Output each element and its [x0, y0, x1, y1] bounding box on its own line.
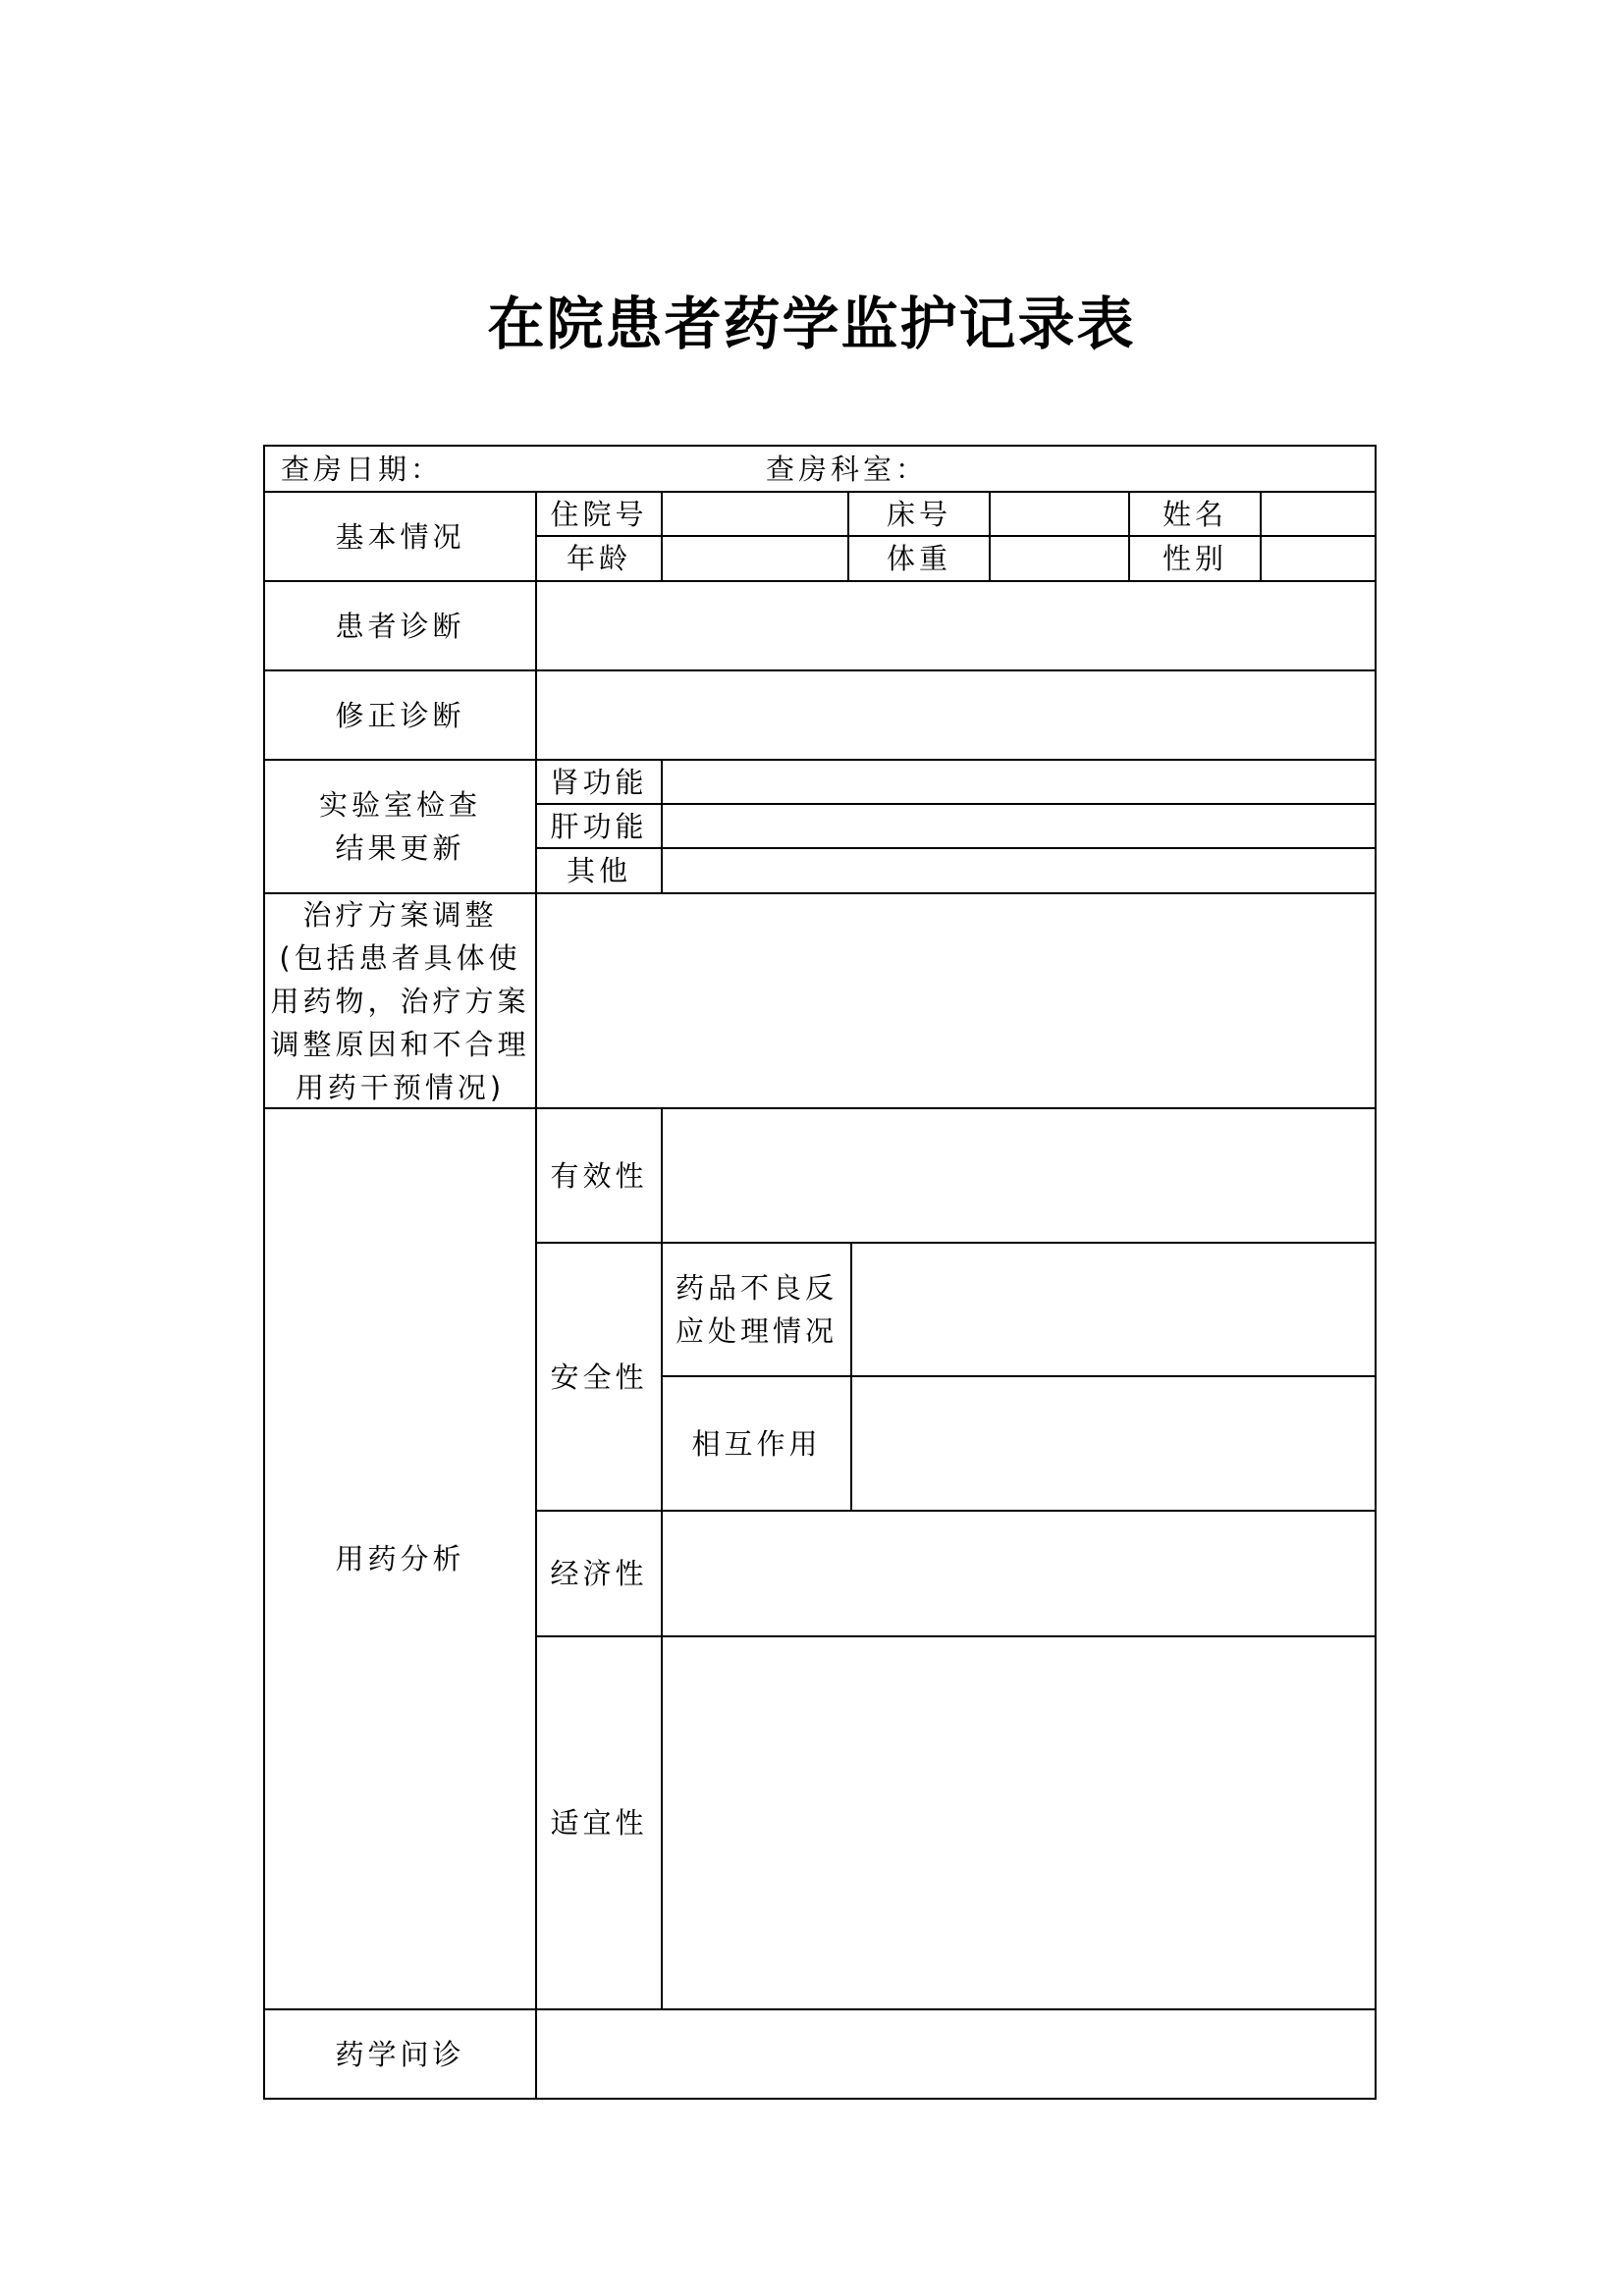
- adr-handling-label: 药品不良反 应处理情况: [675, 1271, 838, 1348]
- round-date-field[interactable]: [422, 447, 717, 491]
- round-dept-label: 查房科室：: [766, 452, 929, 486]
- other-lab-field[interactable]: [663, 849, 1375, 892]
- economy-label: 经济性: [550, 1557, 648, 1590]
- efficacy-label: 有效性: [550, 1158, 648, 1193]
- renal-function-field[interactable]: [663, 761, 1375, 803]
- round-date-label: 查房日期：: [281, 452, 444, 486]
- renal-function-label: 肾功能: [550, 765, 648, 799]
- liver-function-field[interactable]: [663, 805, 1375, 847]
- bed-no-label: 床号: [886, 497, 951, 531]
- page-title: 在院患者药学监护记录表: [487, 291, 1136, 357]
- weight-field[interactable]: [991, 537, 1128, 580]
- liver-function-label: 肝功能: [550, 809, 648, 843]
- patient-diagnosis-label: 患者诊断: [335, 609, 465, 643]
- adr-handling-field[interactable]: [852, 1244, 1375, 1375]
- economy-field[interactable]: [663, 1512, 1375, 1635]
- other-lab-label: 其他: [566, 854, 631, 887]
- treatment-adjustment-field[interactable]: [537, 894, 1375, 1107]
- sex-label: 性别: [1162, 542, 1227, 575]
- interaction-label: 相互作用: [691, 1426, 822, 1461]
- appropriateness-label: 适宜性: [550, 1806, 648, 1840]
- age-field[interactable]: [663, 537, 847, 580]
- appropriateness-field[interactable]: [663, 1637, 1375, 2008]
- pharmacy-consult-label: 药学问诊: [335, 2037, 465, 2071]
- age-label: 年龄: [566, 542, 631, 575]
- safety-label: 安全性: [550, 1360, 648, 1394]
- admission-no-field[interactable]: [663, 493, 847, 535]
- interaction-field[interactable]: [852, 1377, 1375, 1510]
- name-field[interactable]: [1262, 493, 1375, 535]
- round-dept-field[interactable]: [903, 447, 1375, 491]
- revised-diagnosis-field[interactable]: [537, 671, 1375, 759]
- lab-update-label: 实验室检查 结果更新: [318, 788, 481, 865]
- sex-field[interactable]: [1262, 537, 1375, 580]
- treatment-adjustment-label: 治疗方案调整 (包括患者具体使 用药物，治疗方案 调整原因和不合理 用药干预情况): [270, 897, 530, 1104]
- revised-diagnosis-label: 修正诊断: [335, 698, 465, 732]
- name-label: 姓名: [1162, 497, 1227, 531]
- monitoring-record-form: [263, 445, 1377, 2100]
- basic-info-label: 基本情况: [335, 519, 465, 554]
- patient-diagnosis-field[interactable]: [537, 582, 1375, 669]
- admission-no-label: 住院号: [550, 497, 648, 531]
- drug-analysis-label: 用药分析: [335, 1542, 465, 1575]
- bed-no-field[interactable]: [991, 493, 1128, 535]
- pharmacy-consult-field[interactable]: [537, 2010, 1375, 2098]
- efficacy-field[interactable]: [663, 1109, 1375, 1242]
- weight-label: 体重: [886, 542, 951, 575]
